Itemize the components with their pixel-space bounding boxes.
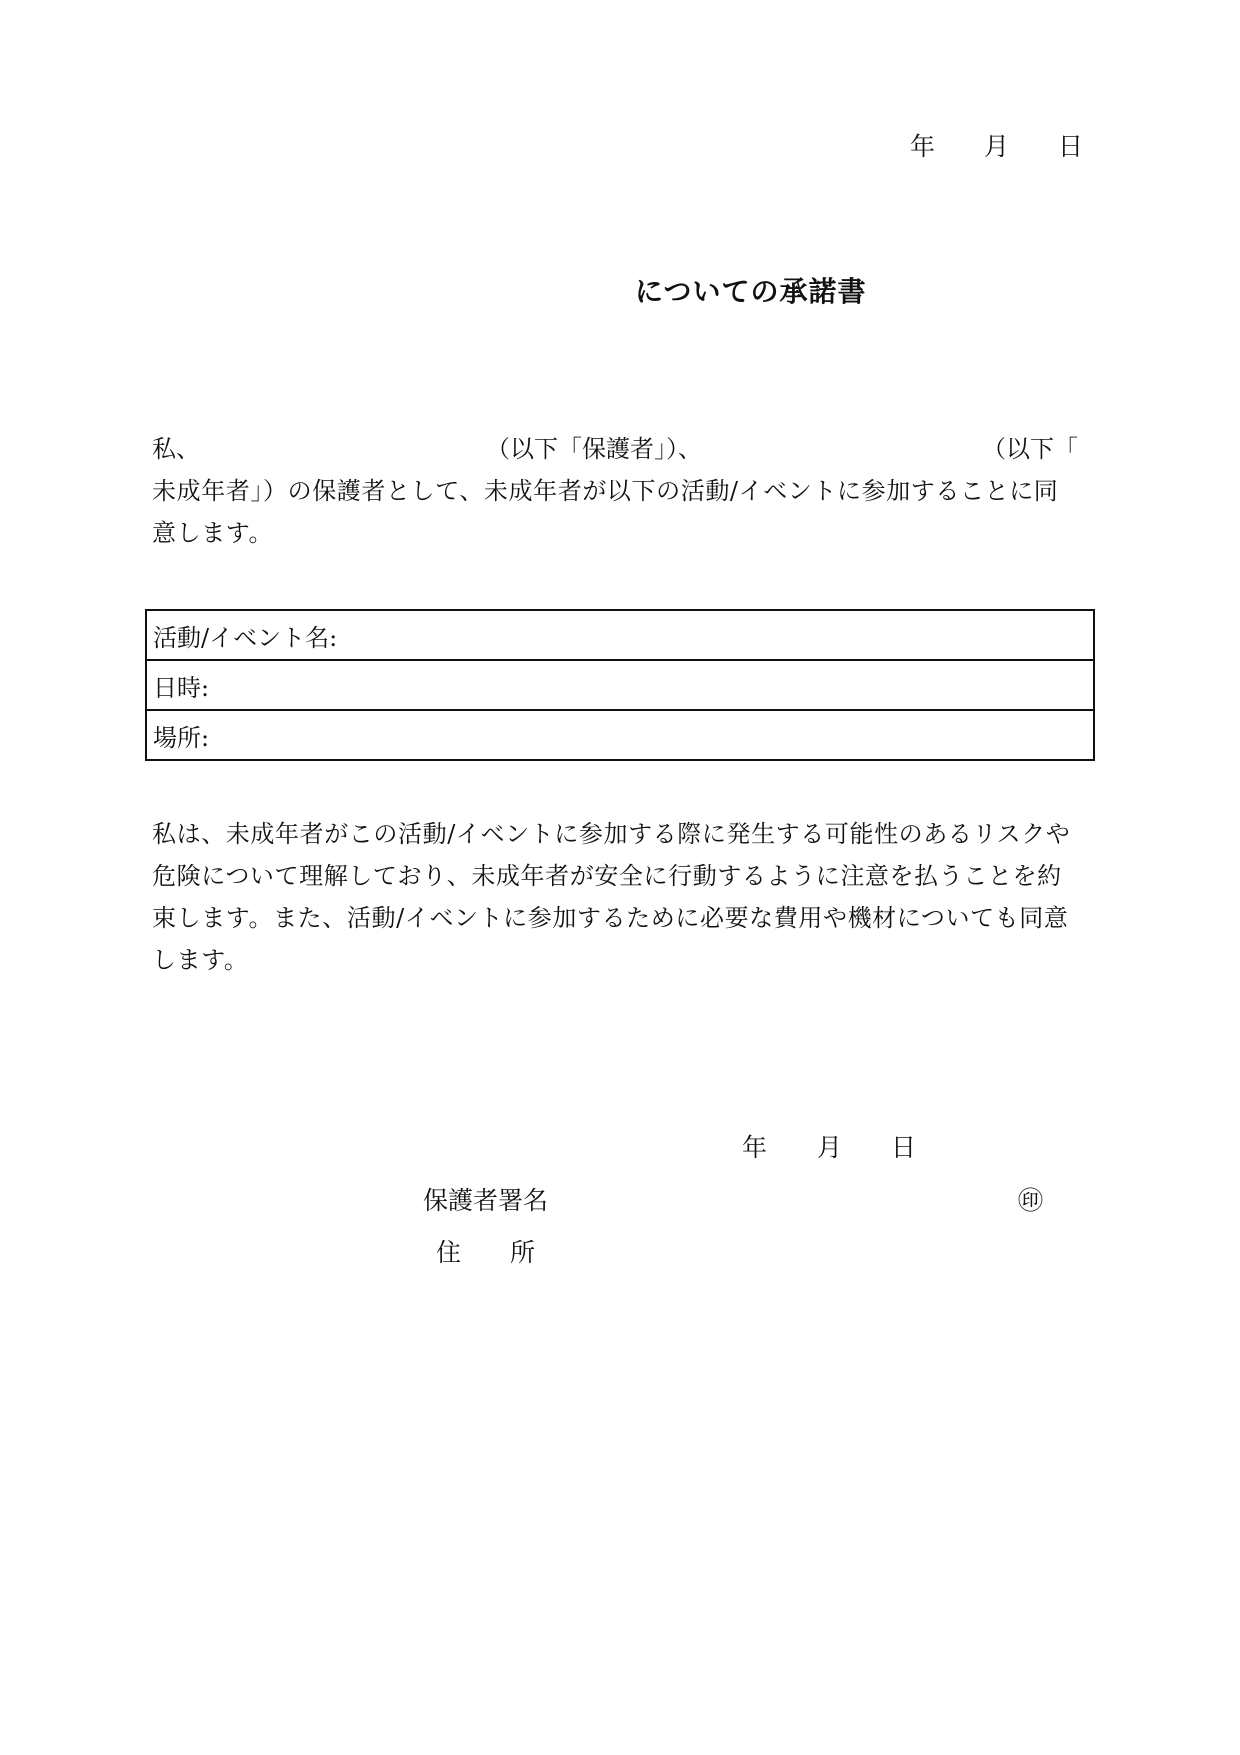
intro-line1-start: 私、 xyxy=(152,435,200,463)
address-field[interactable] xyxy=(550,1234,1010,1270)
location-field[interactable] xyxy=(146,710,1094,760)
agreement-line-2: 危険について理解しており、未成年者が安全に行動するように注意を払うことを約 xyxy=(152,862,1062,890)
agreement-line-3: 束します。また、活動/イベントに参加するために必要な費用や機材についても同意 xyxy=(152,904,1069,932)
activity-name-label: 活動/イベント名: xyxy=(153,623,338,652)
table-row xyxy=(146,660,1094,710)
intro-line-3: 意します。 xyxy=(152,519,274,547)
location-label: 場所: xyxy=(153,723,210,752)
header-date-day: 日 xyxy=(1058,132,1084,161)
table-row xyxy=(146,710,1094,760)
intro-line1-end: （以下「 xyxy=(982,435,1078,463)
signature-date-year: 年 xyxy=(742,1133,768,1162)
intro-line-1 xyxy=(152,428,1092,470)
header-date-year: 年 xyxy=(910,132,936,161)
header-date-month: 月 xyxy=(984,132,1010,161)
activity-details-table xyxy=(145,609,1095,761)
table-row xyxy=(146,610,1094,660)
intro-line-2: 未成年者」）の保護者として、未成年者が以下の活動/イベントに参加することに同 xyxy=(152,477,1059,505)
intro-line1-mid: （以下「保護者」）、 xyxy=(486,435,702,463)
address-label-first: 住 xyxy=(436,1238,462,1267)
document-title: についての承諾書 xyxy=(635,275,867,308)
guardian-signature-label: 保護者署名 xyxy=(423,1186,549,1215)
signature-date-day: 日 xyxy=(891,1133,917,1162)
datetime-field[interactable] xyxy=(146,660,1094,710)
agreement-line-4: します。 xyxy=(152,946,249,974)
activity-name-field[interactable] xyxy=(146,610,1094,660)
agreement-line-1: 私は、未成年者がこの活動/イベントに参加する際に発生する可能性のあるリスクや xyxy=(152,820,1071,848)
address-label-second: 所 xyxy=(510,1238,536,1267)
guardian-signature-field[interactable] xyxy=(550,1182,1010,1218)
datetime-label: 日時: xyxy=(153,673,210,702)
signature-date-month: 月 xyxy=(817,1133,843,1162)
seal-mark: ㊞ xyxy=(1018,1186,1044,1215)
